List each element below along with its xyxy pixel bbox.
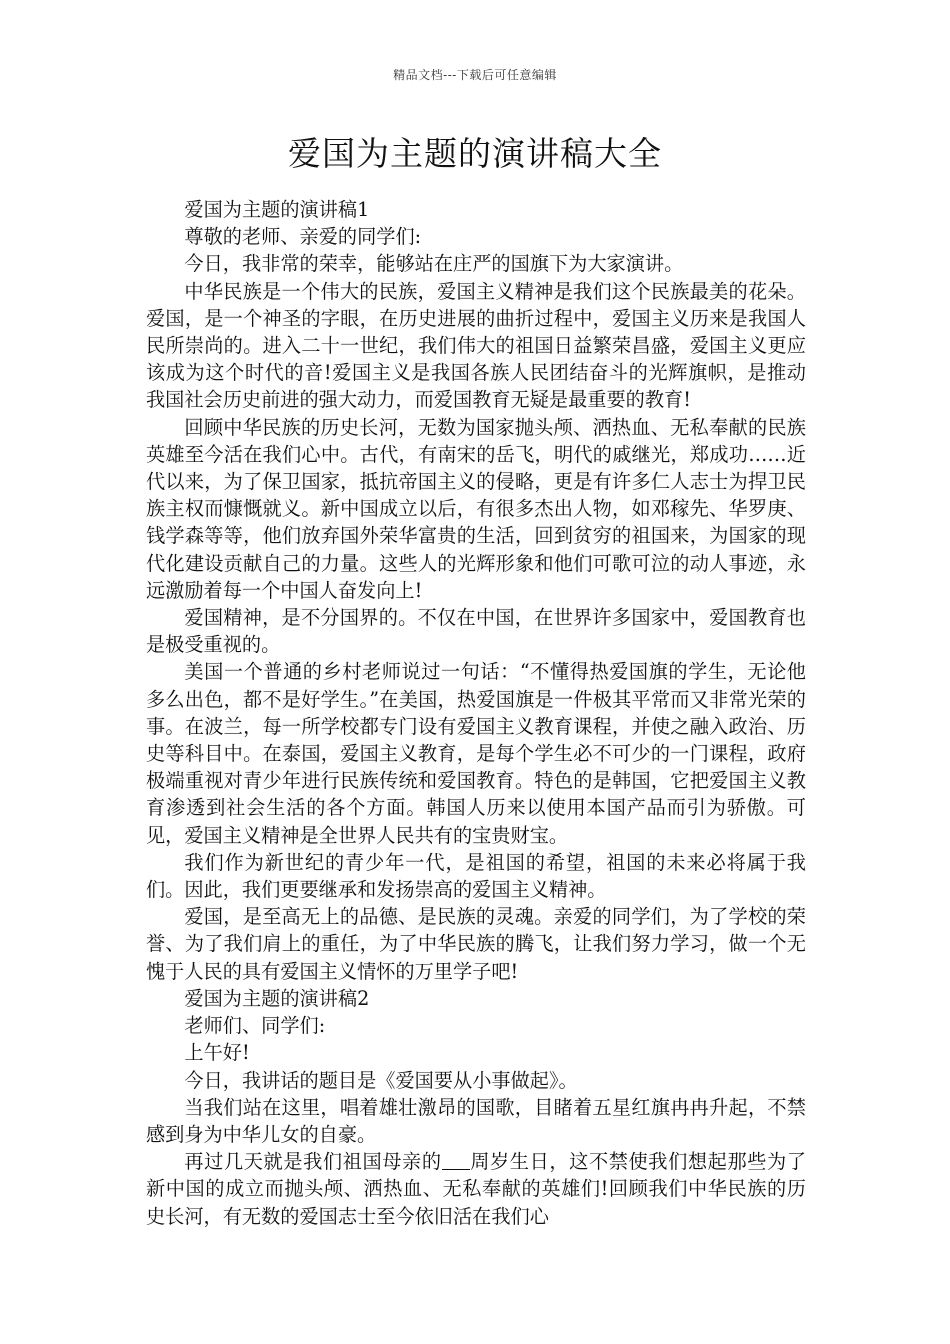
paragraph: 美国一个普通的乡村老师说过一句话：“不懂得热爱国旗的学生，无论他多么出色，都不是好学生。”在美国，热爱国旗是一件极其平常而又非常光荣的事。在波兰，每一所学校都专门设有爱国主义教育课程，并使之融入政治、历史等科目中。在泰国，爱国主义教育，是每个学生必不可少的一门课程，政府极端重视对青少年进行民族传统和爱国教育。特色的是韩国，它把爱国主义教育渗透到社会生活的各个方面。韩国人历来以使用本国产品而引为骄傲。可见，爱国主义精神是全世界人民共有的宝贵财宝。 (146, 660, 806, 847)
paragraph: 今日，我非常的荣幸，能够站在庄严的国旗下为大家演讲。 (184, 252, 684, 276)
paragraph: 我们作为新世纪的青少年一代，是祖国的希望，祖国的未来必将属于我们。因此，我们更要继承和发扬崇高的爱国主义精神。 (146, 850, 806, 902)
paragraph: 今日，我讲话的题目是《爱国要从小事做起》。 (184, 1068, 578, 1092)
section-heading-2: 爱国为主题的演讲稿2 (184, 986, 370, 1010)
salutation: 尊敬的老师、亲爱的同学们: (184, 225, 422, 249)
paragraph: 爱国，是至高无上的品德、是民族的灵魂。亲爱的同学们，为了学校的荣誉、为了我们肩上的重任，为了中华民族的腾飞，让我们努力学习，做一个无愧于人民的具有爱国主义情怀的万里学子吧! (146, 905, 806, 983)
page-header-note: 精品文档---下载后可任意编辑 (393, 68, 557, 82)
paragraph-text-before-blank: 再过几天就是我们祖国母亲的 (184, 1150, 442, 1174)
document-body (146, 196, 806, 1230)
salutation: 老师们、同学们: (184, 1014, 326, 1038)
greeting: 上午好! (184, 1041, 250, 1065)
paragraph: 当我们站在这里，唱着雄壮激昂的国歌，目睹着五星红旗冉冉升起，不禁感到身为中华儿女的自豪。 (146, 1095, 806, 1146)
paragraph-with-blank (146, 1148, 806, 1230)
document-title: 爱国为主题的演讲稿大全 (288, 134, 662, 173)
paragraph: 回顾中华民族的历史长河，无数为国家抛头颅、洒热血、无私奉献的民族英雄至今活在我们心中。古代，有南宋的岳飞，明代的戚继光，郑成功……近代以来，为了保卫国家，抵抗帝国主义的侵略，更是有许多仁人志士为捍卫民族主权而慷慨就义。新中国成立以后，有很多杰出人物，如邓稼先、华罗庚、钱学森等等，他们放弃国外荣华富贵的生活，回到贫穷的祖国来，为国家的现代化建设贡献自己的力量。这些人的光辉形象和他们可歌可泣的动人事迹，永远激励着每一个中国人奋发向上! (146, 415, 806, 602)
paragraph: 爱国精神，是不分国界的。不仅在中国，在世界许多国家中，爱国教育也是极受重视的。 (146, 606, 806, 657)
paragraph-text-after-blank: 周岁生日，这不禁使我们想起那些为了新中国的成立而抛头颅、洒热血、无私奉献的英雄们!回顾我们中华民族的历史长河，有无数的爱国志士至今依旧活在我们心 (146, 1150, 807, 1228)
section-heading-1: 爱国为主题的演讲稿1 (184, 198, 370, 221)
fill-in-blank (442, 1151, 470, 1170)
paragraph: 中华民族是一个伟大的民族，爱国主义精神是我们这个民族最美的花朵。爱国，是一个神圣的字眼，在历史进展的曲折过程中，爱国主义历来是我国人民所崇尚的。进入二十一世纪，我们伟大的祖国日益繁荣昌盛，爱国主义更应该成为这个时代的音!爱国主义是我国各族人民团结奋斗的光辉旗帜，是推动我国社会历史前进的强大动力，而爱国教育无疑是最重要的教育! (146, 279, 806, 412)
